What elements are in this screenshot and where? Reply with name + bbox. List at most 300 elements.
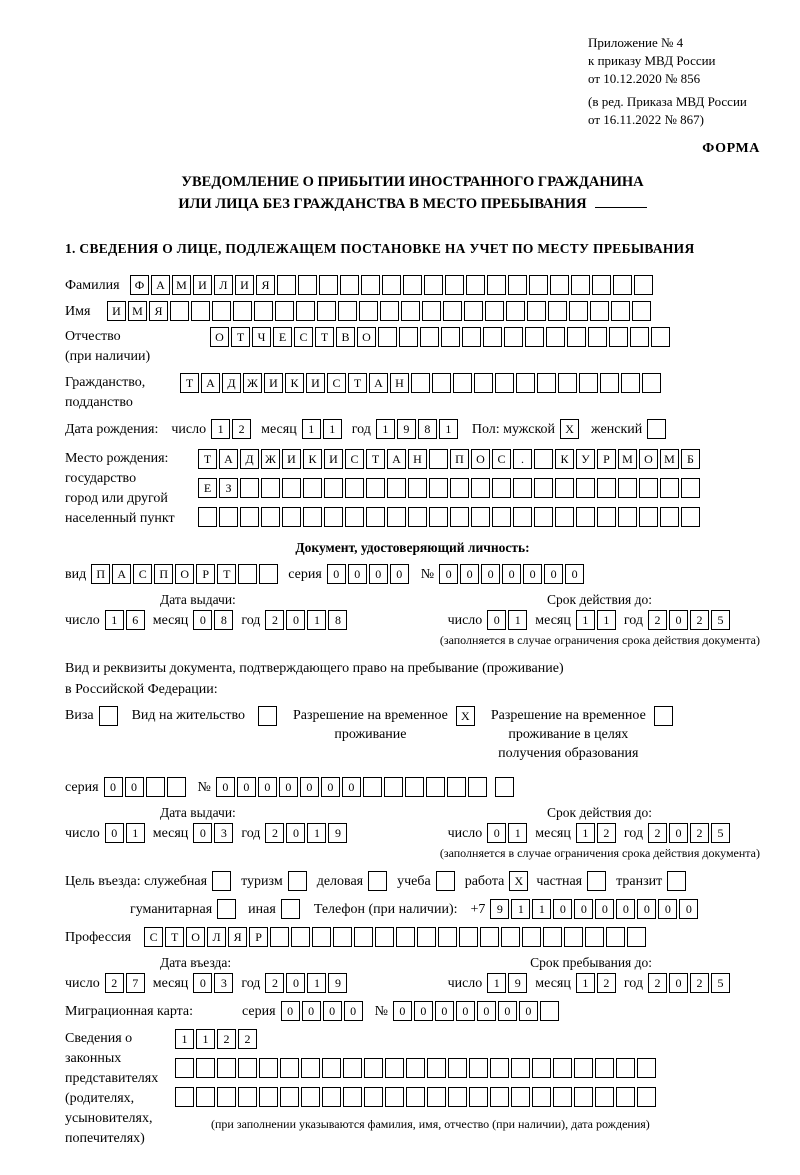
- char-cell[interactable]: 0: [286, 610, 305, 630]
- char-cell[interactable]: [448, 1058, 467, 1078]
- char-cell[interactable]: [281, 899, 300, 919]
- char-cell[interactable]: [261, 507, 280, 527]
- char-cell[interactable]: М: [128, 301, 147, 321]
- char-cell[interactable]: [447, 777, 466, 797]
- char-cell[interactable]: [259, 1058, 278, 1078]
- char-cell[interactable]: Ж: [243, 373, 262, 393]
- char-cell[interactable]: И: [193, 275, 212, 295]
- char-cell[interactable]: 2: [690, 823, 709, 843]
- char-cell[interactable]: [258, 706, 277, 726]
- char-cell[interactable]: [462, 327, 481, 347]
- char-cell[interactable]: [443, 301, 462, 321]
- char-cell[interactable]: Я: [228, 927, 247, 947]
- char-cell[interactable]: [219, 507, 238, 527]
- char-cell[interactable]: [532, 1087, 551, 1107]
- char-cell[interactable]: [282, 478, 301, 498]
- char-cell[interactable]: 1: [211, 419, 230, 439]
- birth-year-cells[interactable]: [376, 419, 458, 439]
- purpose-business-checkbox[interactable]: [368, 871, 387, 891]
- char-cell[interactable]: [567, 327, 586, 347]
- char-cell[interactable]: 2: [648, 610, 667, 630]
- char-cell[interactable]: [280, 1087, 299, 1107]
- char-cell[interactable]: [474, 373, 493, 393]
- char-cell[interactable]: 0: [104, 777, 123, 797]
- char-cell[interactable]: 1: [302, 419, 321, 439]
- char-cell[interactable]: [508, 275, 527, 295]
- doc-issue-day-cells[interactable]: [105, 610, 145, 630]
- char-cell[interactable]: 0: [669, 973, 688, 993]
- char-cell[interactable]: 0: [456, 1001, 475, 1021]
- char-cell[interactable]: 0: [390, 564, 409, 584]
- doc-valid-month-cells[interactable]: [576, 610, 616, 630]
- char-cell[interactable]: 0: [595, 899, 614, 919]
- char-cell[interactable]: [317, 301, 336, 321]
- char-cell[interactable]: [504, 327, 523, 347]
- char-cell[interactable]: А: [151, 275, 170, 295]
- char-cell[interactable]: [490, 1087, 509, 1107]
- char-cell[interactable]: 2: [597, 823, 616, 843]
- char-cell[interactable]: [406, 1087, 425, 1107]
- char-cell[interactable]: [322, 1058, 341, 1078]
- char-cell[interactable]: [364, 1058, 383, 1078]
- char-cell[interactable]: 0: [216, 777, 235, 797]
- char-cell[interactable]: М: [172, 275, 191, 295]
- char-cell[interactable]: [595, 1058, 614, 1078]
- char-cell[interactable]: [553, 1087, 572, 1107]
- char-cell[interactable]: [647, 419, 666, 439]
- char-cell[interactable]: А: [201, 373, 220, 393]
- char-cell[interactable]: П: [450, 449, 469, 469]
- char-cell[interactable]: [196, 1087, 215, 1107]
- char-cell[interactable]: Л: [207, 927, 226, 947]
- char-cell[interactable]: X: [456, 706, 475, 726]
- char-cell[interactable]: 2: [690, 973, 709, 993]
- char-cell[interactable]: [238, 564, 257, 584]
- char-cell[interactable]: 0: [498, 1001, 517, 1021]
- char-cell[interactable]: 0: [342, 777, 361, 797]
- char-cell[interactable]: [259, 1087, 278, 1107]
- char-cell[interactable]: 1: [196, 1029, 215, 1049]
- char-cell[interactable]: Т: [231, 327, 250, 347]
- char-cell[interactable]: 9: [328, 973, 347, 993]
- char-cell[interactable]: 0: [519, 1001, 538, 1021]
- char-cell[interactable]: 0: [414, 1001, 433, 1021]
- char-cell[interactable]: [616, 1087, 635, 1107]
- stay-month-cells[interactable]: [576, 973, 616, 993]
- char-cell[interactable]: 9: [508, 973, 527, 993]
- char-cell[interactable]: 0: [669, 823, 688, 843]
- char-cell[interactable]: 1: [323, 419, 342, 439]
- char-cell[interactable]: [495, 373, 514, 393]
- char-cell[interactable]: [254, 301, 273, 321]
- char-cell[interactable]: [361, 275, 380, 295]
- char-cell[interactable]: [529, 275, 548, 295]
- char-cell[interactable]: [217, 899, 236, 919]
- char-cell[interactable]: [611, 301, 630, 321]
- char-cell[interactable]: 0: [321, 777, 340, 797]
- char-cell[interactable]: [630, 327, 649, 347]
- char-cell[interactable]: [303, 507, 322, 527]
- profession-cells[interactable]: [144, 927, 646, 947]
- char-cell[interactable]: [532, 1058, 551, 1078]
- char-cell[interactable]: 0: [565, 564, 584, 584]
- char-cell[interactable]: [597, 507, 616, 527]
- char-cell[interactable]: 0: [237, 777, 256, 797]
- char-cell[interactable]: [170, 301, 189, 321]
- char-cell[interactable]: Т: [315, 327, 334, 347]
- char-cell[interactable]: [436, 871, 455, 891]
- char-cell[interactable]: 1: [126, 823, 145, 843]
- char-cell[interactable]: [406, 1058, 425, 1078]
- char-cell[interactable]: [354, 927, 373, 947]
- char-cell[interactable]: [569, 301, 588, 321]
- char-cell[interactable]: 5: [711, 610, 730, 630]
- doc-valid-year-cells[interactable]: [648, 610, 730, 630]
- char-cell[interactable]: [238, 1087, 257, 1107]
- phone-cells[interactable]: [490, 899, 698, 919]
- char-cell[interactable]: [516, 373, 535, 393]
- char-cell[interactable]: С: [327, 373, 346, 393]
- char-cell[interactable]: [429, 507, 448, 527]
- char-cell[interactable]: 1: [576, 610, 595, 630]
- char-cell[interactable]: [527, 301, 546, 321]
- char-cell[interactable]: Ч: [252, 327, 271, 347]
- char-cell[interactable]: [660, 507, 679, 527]
- char-cell[interactable]: [642, 373, 661, 393]
- char-cell[interactable]: 1: [597, 610, 616, 630]
- purpose-humanitarian-checkbox[interactable]: [217, 899, 236, 919]
- char-cell[interactable]: [453, 373, 472, 393]
- char-cell[interactable]: [537, 373, 556, 393]
- char-cell[interactable]: [345, 478, 364, 498]
- char-cell[interactable]: [480, 927, 499, 947]
- char-cell[interactable]: [450, 507, 469, 527]
- char-cell[interactable]: 0: [544, 564, 563, 584]
- char-cell[interactable]: 0: [281, 1001, 300, 1021]
- char-cell[interactable]: [175, 1087, 194, 1107]
- char-cell[interactable]: С: [492, 449, 511, 469]
- right-valid-month-cells[interactable]: [576, 823, 616, 843]
- char-cell[interactable]: [576, 478, 595, 498]
- entry-day-cells[interactable]: [105, 973, 145, 993]
- char-cell[interactable]: [616, 1058, 635, 1078]
- sex-male-checkbox[interactable]: [560, 419, 579, 439]
- char-cell[interactable]: И: [306, 373, 325, 393]
- char-cell[interactable]: 2: [265, 610, 284, 630]
- char-cell[interactable]: [459, 927, 478, 947]
- char-cell[interactable]: [600, 373, 619, 393]
- char-cell[interactable]: X: [560, 419, 579, 439]
- right-number-cells[interactable]: [216, 777, 487, 797]
- char-cell[interactable]: [385, 1087, 404, 1107]
- char-cell[interactable]: [296, 301, 315, 321]
- char-cell[interactable]: Н: [390, 373, 409, 393]
- char-cell[interactable]: О: [210, 327, 229, 347]
- char-cell[interactable]: И: [282, 449, 301, 469]
- char-cell[interactable]: [445, 275, 464, 295]
- char-cell[interactable]: 9: [397, 419, 416, 439]
- char-cell[interactable]: Т: [217, 564, 236, 584]
- char-cell[interactable]: А: [369, 373, 388, 393]
- char-cell[interactable]: [240, 507, 259, 527]
- char-cell[interactable]: [427, 1087, 446, 1107]
- char-cell[interactable]: 0: [193, 610, 212, 630]
- doc-issue-month-cells[interactable]: [193, 610, 233, 630]
- char-cell[interactable]: [543, 927, 562, 947]
- char-cell[interactable]: [366, 478, 385, 498]
- char-cell[interactable]: 0: [574, 899, 593, 919]
- citizenship-cells[interactable]: [180, 373, 661, 393]
- char-cell[interactable]: 0: [502, 564, 521, 584]
- char-cell[interactable]: Р: [249, 927, 268, 947]
- char-cell[interactable]: [399, 327, 418, 347]
- char-cell[interactable]: 0: [435, 1001, 454, 1021]
- char-cell[interactable]: [282, 507, 301, 527]
- char-cell[interactable]: О: [175, 564, 194, 584]
- char-cell[interactable]: [401, 301, 420, 321]
- char-cell[interactable]: [490, 1058, 509, 1078]
- char-cell[interactable]: [198, 507, 217, 527]
- char-cell[interactable]: 2: [238, 1029, 257, 1049]
- char-cell[interactable]: [366, 507, 385, 527]
- purpose-study-checkbox[interactable]: [436, 871, 455, 891]
- birthplace-row1-cells[interactable]: [198, 449, 700, 469]
- char-cell[interactable]: 1: [532, 899, 551, 919]
- char-cell[interactable]: Т: [348, 373, 367, 393]
- char-cell[interactable]: Т: [366, 449, 385, 469]
- char-cell[interactable]: 0: [302, 1001, 321, 1021]
- char-cell[interactable]: [639, 507, 658, 527]
- char-cell[interactable]: 1: [307, 610, 326, 630]
- visa-checkbox[interactable]: [99, 706, 118, 726]
- char-cell[interactable]: [579, 373, 598, 393]
- char-cell[interactable]: 0: [553, 899, 572, 919]
- char-cell[interactable]: [587, 871, 606, 891]
- char-cell[interactable]: [175, 1058, 194, 1078]
- birth-day-cells[interactable]: [211, 419, 251, 439]
- char-cell[interactable]: [613, 275, 632, 295]
- char-cell[interactable]: Я: [256, 275, 275, 295]
- char-cell[interactable]: [637, 1087, 656, 1107]
- temp-edu-checkbox[interactable]: [654, 706, 673, 726]
- char-cell[interactable]: 0: [637, 899, 656, 919]
- char-cell[interactable]: И: [107, 301, 126, 321]
- purpose-private-checkbox[interactable]: [587, 871, 606, 891]
- char-cell[interactable]: [592, 275, 611, 295]
- char-cell[interactable]: [387, 478, 406, 498]
- char-cell[interactable]: 0: [279, 777, 298, 797]
- char-cell[interactable]: Т: [198, 449, 217, 469]
- char-cell[interactable]: 8: [214, 610, 233, 630]
- char-cell[interactable]: 2: [597, 973, 616, 993]
- stay-day-cells[interactable]: [487, 973, 527, 993]
- char-cell[interactable]: [240, 478, 259, 498]
- char-cell[interactable]: [588, 327, 607, 347]
- char-cell[interactable]: [343, 1058, 362, 1078]
- char-cell[interactable]: [637, 1058, 656, 1078]
- char-cell[interactable]: [651, 327, 670, 347]
- char-cell[interactable]: Д: [222, 373, 241, 393]
- char-cell[interactable]: 8: [328, 610, 347, 630]
- char-cell[interactable]: [609, 327, 628, 347]
- char-cell[interactable]: [534, 478, 553, 498]
- char-cell[interactable]: [546, 327, 565, 347]
- representatives-row2-cells[interactable]: [175, 1058, 656, 1078]
- char-cell[interactable]: М: [618, 449, 637, 469]
- char-cell[interactable]: У: [576, 449, 595, 469]
- char-cell[interactable]: [212, 871, 231, 891]
- char-cell[interactable]: [501, 927, 520, 947]
- char-cell[interactable]: З: [219, 478, 238, 498]
- char-cell[interactable]: [233, 301, 252, 321]
- char-cell[interactable]: [513, 507, 532, 527]
- char-cell[interactable]: [259, 564, 278, 584]
- char-cell[interactable]: [427, 1058, 446, 1078]
- char-cell[interactable]: О: [357, 327, 376, 347]
- char-cell[interactable]: [238, 1058, 257, 1078]
- char-cell[interactable]: [558, 373, 577, 393]
- char-cell[interactable]: 1: [576, 973, 595, 993]
- char-cell[interactable]: [464, 301, 483, 321]
- char-cell[interactable]: 6: [126, 610, 145, 630]
- char-cell[interactable]: 0: [658, 899, 677, 919]
- char-cell[interactable]: 1: [508, 610, 527, 630]
- char-cell[interactable]: Д: [240, 449, 259, 469]
- char-cell[interactable]: Б: [681, 449, 700, 469]
- char-cell[interactable]: [468, 777, 487, 797]
- char-cell[interactable]: [217, 1058, 236, 1078]
- char-cell[interactable]: [301, 1058, 320, 1078]
- char-cell[interactable]: 8: [418, 419, 437, 439]
- char-cell[interactable]: [422, 301, 441, 321]
- name-cells[interactable]: [107, 301, 651, 321]
- char-cell[interactable]: 0: [193, 823, 212, 843]
- char-cell[interactable]: Р: [196, 564, 215, 584]
- char-cell[interactable]: П: [91, 564, 110, 584]
- temp-residence-checkbox[interactable]: [456, 706, 475, 726]
- char-cell[interactable]: 0: [616, 899, 635, 919]
- char-cell[interactable]: [396, 927, 415, 947]
- char-cell[interactable]: К: [555, 449, 574, 469]
- char-cell[interactable]: Я: [149, 301, 168, 321]
- char-cell[interactable]: [384, 777, 403, 797]
- char-cell[interactable]: 1: [487, 973, 506, 993]
- char-cell[interactable]: А: [387, 449, 406, 469]
- char-cell[interactable]: [550, 275, 569, 295]
- char-cell[interactable]: [291, 927, 310, 947]
- birth-month-cells[interactable]: [302, 419, 342, 439]
- char-cell[interactable]: С: [144, 927, 163, 947]
- char-cell[interactable]: И: [235, 275, 254, 295]
- doc-valid-day-cells[interactable]: [487, 610, 527, 630]
- char-cell[interactable]: 0: [348, 564, 367, 584]
- char-cell[interactable]: [574, 1087, 593, 1107]
- char-cell[interactable]: [364, 1087, 383, 1107]
- char-cell[interactable]: [424, 275, 443, 295]
- char-cell[interactable]: [618, 478, 637, 498]
- char-cell[interactable]: [450, 478, 469, 498]
- char-cell[interactable]: 0: [125, 777, 144, 797]
- char-cell[interactable]: [280, 1058, 299, 1078]
- char-cell[interactable]: Т: [165, 927, 184, 947]
- char-cell[interactable]: [368, 871, 387, 891]
- char-cell[interactable]: [681, 507, 700, 527]
- residence-permit-checkbox[interactable]: [258, 706, 277, 726]
- char-cell[interactable]: 0: [481, 564, 500, 584]
- char-cell[interactable]: [513, 478, 532, 498]
- char-cell[interactable]: 5: [711, 823, 730, 843]
- char-cell[interactable]: [403, 275, 422, 295]
- char-cell[interactable]: [471, 478, 490, 498]
- char-cell[interactable]: [564, 927, 583, 947]
- char-cell[interactable]: .: [513, 449, 532, 469]
- char-cell[interactable]: [375, 927, 394, 947]
- right-issue-month-cells[interactable]: [193, 823, 233, 843]
- char-cell[interactable]: 0: [460, 564, 479, 584]
- char-cell[interactable]: 0: [193, 973, 212, 993]
- char-cell[interactable]: [534, 507, 553, 527]
- stay-year-cells[interactable]: [648, 973, 730, 993]
- char-cell[interactable]: 0: [300, 777, 319, 797]
- char-cell[interactable]: 9: [328, 823, 347, 843]
- char-cell[interactable]: [574, 1058, 593, 1078]
- right-issue-year-cells[interactable]: [265, 823, 347, 843]
- char-cell[interactable]: [408, 478, 427, 498]
- char-cell[interactable]: [363, 777, 382, 797]
- char-cell[interactable]: [576, 507, 595, 527]
- char-cell[interactable]: 0: [105, 823, 124, 843]
- char-cell[interactable]: [277, 275, 296, 295]
- char-cell[interactable]: 1: [508, 823, 527, 843]
- char-cell[interactable]: В: [336, 327, 355, 347]
- char-cell[interactable]: [298, 275, 317, 295]
- char-cell[interactable]: Ж: [261, 449, 280, 469]
- char-cell[interactable]: [606, 927, 625, 947]
- char-cell[interactable]: [426, 777, 445, 797]
- purpose-work-checkbox[interactable]: [509, 871, 528, 891]
- purpose-official-checkbox[interactable]: [212, 871, 231, 891]
- char-cell[interactable]: 0: [369, 564, 388, 584]
- char-cell[interactable]: К: [285, 373, 304, 393]
- char-cell[interactable]: [146, 777, 165, 797]
- char-cell[interactable]: [387, 507, 406, 527]
- char-cell[interactable]: [548, 301, 567, 321]
- char-cell[interactable]: [270, 927, 289, 947]
- doc-number-cells[interactable]: [439, 564, 584, 584]
- char-cell[interactable]: [324, 507, 343, 527]
- char-cell[interactable]: [411, 373, 430, 393]
- char-cell[interactable]: [382, 275, 401, 295]
- char-cell[interactable]: [301, 1087, 320, 1107]
- char-cell[interactable]: Р: [597, 449, 616, 469]
- char-cell[interactable]: [469, 1087, 488, 1107]
- representatives-row1-cells[interactable]: [175, 1029, 656, 1049]
- char-cell[interactable]: [466, 275, 485, 295]
- char-cell[interactable]: Н: [408, 449, 427, 469]
- char-cell[interactable]: [506, 301, 525, 321]
- char-cell[interactable]: [667, 871, 686, 891]
- birthplace-row2-cells[interactable]: [198, 478, 700, 498]
- char-cell[interactable]: [408, 507, 427, 527]
- char-cell[interactable]: 2: [232, 419, 251, 439]
- char-cell[interactable]: 0: [679, 899, 698, 919]
- char-cell[interactable]: [322, 1087, 341, 1107]
- char-cell[interactable]: [167, 777, 186, 797]
- char-cell[interactable]: С: [294, 327, 313, 347]
- char-cell[interactable]: [525, 327, 544, 347]
- char-cell[interactable]: [448, 1087, 467, 1107]
- char-cell[interactable]: 0: [323, 1001, 342, 1021]
